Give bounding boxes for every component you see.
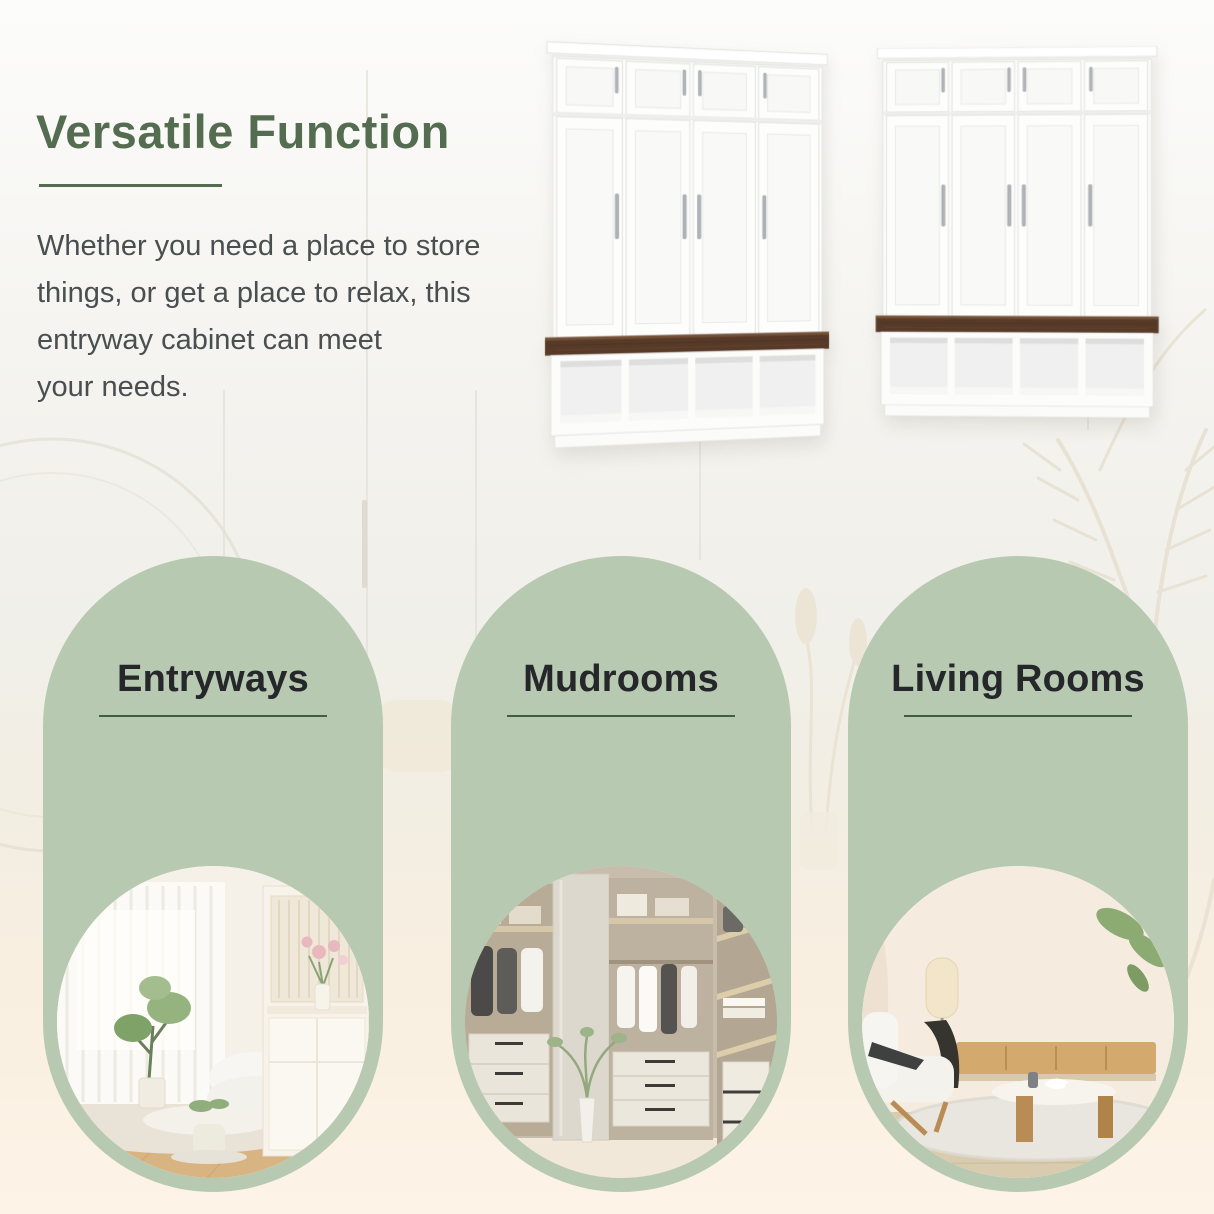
card-living-rooms-underline <box>904 715 1132 717</box>
card-mudrooms-underline <box>507 715 735 717</box>
card-living-rooms-label: Living Rooms <box>891 658 1145 700</box>
living-room-photo <box>862 866 1174 1178</box>
card-entryways <box>43 556 383 1192</box>
product-image-cabinet-front <box>871 46 1164 418</box>
title-underline <box>39 184 222 187</box>
description-line: your needs. <box>37 371 189 403</box>
card-entryways-underline <box>99 715 327 717</box>
description-line: Whether you need a place to store <box>37 230 481 262</box>
description-line: entryway cabinet can meet <box>37 324 382 356</box>
walk-in-closet-photo <box>465 866 777 1178</box>
description-line: things, or get a place to relax, this <box>37 277 471 309</box>
product-image-cabinet-angled <box>545 28 829 462</box>
card-mudrooms <box>451 556 791 1192</box>
card-living-rooms <box>848 556 1188 1192</box>
card-mudrooms-label: Mudrooms <box>523 658 719 700</box>
card-entryways-label: Entryways <box>117 658 309 700</box>
entryway-room-photo <box>57 866 369 1178</box>
page-title: Versatile Function <box>36 105 450 158</box>
description-text <box>37 223 577 411</box>
